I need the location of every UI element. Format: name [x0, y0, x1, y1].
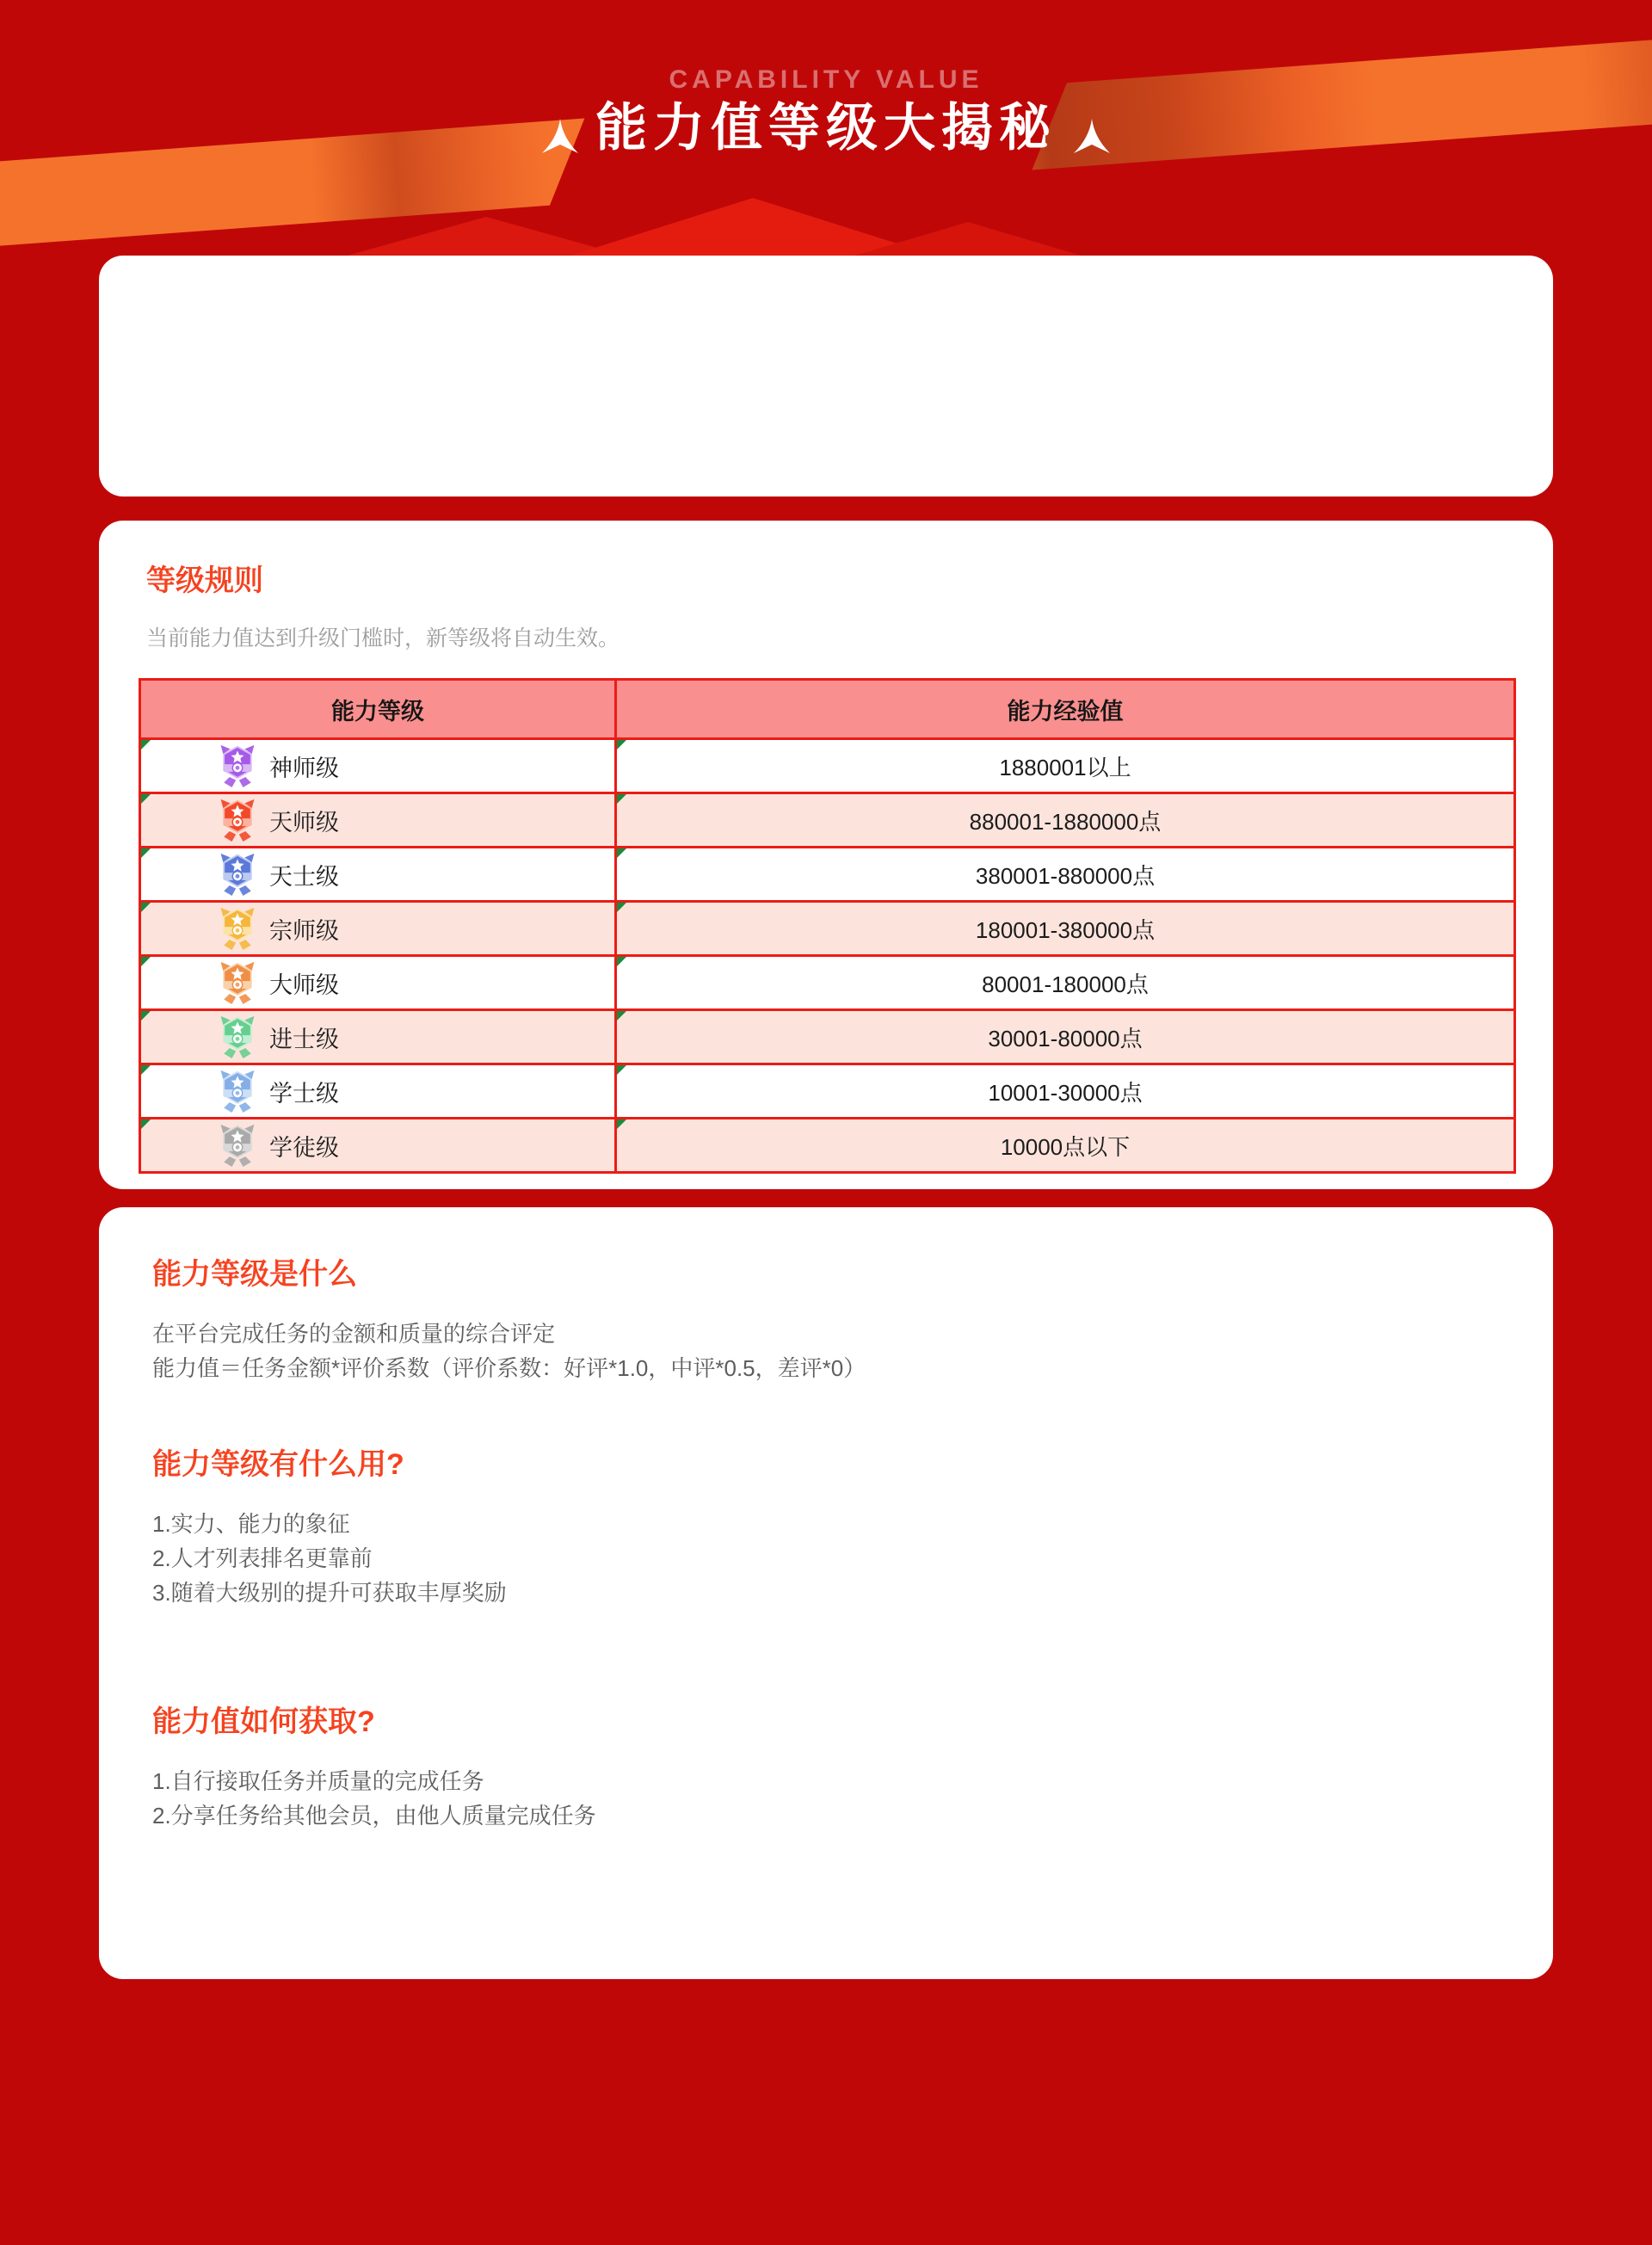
table-header-row: [140, 680, 1515, 739]
paper-plane-icon: [542, 119, 578, 153]
level-name: 神师级: [269, 755, 339, 781]
header: [0, 0, 1652, 157]
section-line: 2.人才列表排名更靠前: [152, 1545, 373, 1571]
level-name: 宗师级: [269, 917, 339, 944]
level-name: 进士级: [269, 1026, 339, 1052]
table-row: [140, 1064, 1515, 1119]
level-range: 180001-380000点: [616, 902, 1515, 956]
section-line: 2.分享任务给其他会员，由他人质量完成任务: [152, 1803, 596, 1829]
section-heading: 能力值如何获取?: [152, 1705, 375, 1738]
level-cell: [142, 1124, 613, 1167]
level-cell: [142, 1070, 613, 1113]
rules-card: [99, 521, 1553, 1189]
table-row: [140, 956, 1515, 1010]
level-badge-icon: [218, 961, 257, 1004]
table-row: [140, 848, 1515, 902]
level-range: 880001-1880000点: [616, 793, 1515, 848]
level-range: 30001-80000点: [616, 1010, 1515, 1064]
section-line: 在平台完成任务的金额和质量的综合评定: [152, 1321, 556, 1347]
level-cell: [142, 961, 613, 1004]
level-name: 学士级: [269, 1080, 339, 1107]
level-cell: [142, 799, 613, 842]
section-line: 能力值＝任务金额*评价系数（评价系数：好评*1.0，中评*0.5，差评*0）: [152, 1355, 866, 1381]
level-badge-icon: [218, 1124, 257, 1167]
banner-card: [99, 256, 1553, 496]
info-section: [152, 1698, 1500, 1833]
level-badge-icon: [218, 907, 257, 950]
table-row: [140, 739, 1515, 793]
table-row: [140, 793, 1515, 848]
level-name: 学徒级: [269, 1134, 339, 1161]
level-name: 天士级: [269, 863, 339, 890]
section-heading: 能力等级是什么: [152, 1258, 357, 1291]
column-header-exp: 能力经验值: [616, 680, 1515, 739]
paper-plane-icon: [1074, 119, 1110, 153]
level-cell: [142, 907, 613, 950]
section-heading: 能力等级有什么用?: [152, 1448, 404, 1481]
table-row: [140, 1010, 1515, 1064]
level-range: 1880001以上: [616, 739, 1515, 793]
level-range: 10001-30000点: [616, 1064, 1515, 1119]
rules-heading: 等级规则: [146, 564, 263, 597]
info-section: [152, 1250, 1500, 1385]
table-row: [140, 1119, 1515, 1173]
column-header-level: 能力等级: [140, 680, 616, 739]
section-lines: [152, 1317, 1500, 1385]
level-name: 天师级: [269, 809, 339, 836]
level-badge-icon: [218, 744, 257, 787]
section-line: 1.自行接取任务并质量的完成任务: [152, 1768, 484, 1794]
level-badge-icon: [218, 799, 257, 842]
rules-description: 当前能力值达到升级门槛时，新等级将自动生效。: [146, 626, 620, 651]
level-range: 380001-880000点: [616, 848, 1515, 902]
page-title: 能力值等级大揭秘: [595, 99, 1057, 157]
section-lines: [152, 1507, 1500, 1610]
section-line: 3.随着大级别的提升可获取丰厚奖励: [152, 1580, 507, 1606]
level-cell: [142, 1015, 613, 1058]
level-badge-icon: [218, 1015, 257, 1058]
level-cell: [142, 853, 613, 896]
level-badge-icon: [218, 853, 257, 896]
header-subtitle: CAPABILITY VALUE: [669, 65, 983, 94]
info-card: [99, 1207, 1553, 1979]
level-name: 大师级: [269, 971, 339, 998]
table-row: [140, 902, 1515, 956]
section-lines: [152, 1764, 1500, 1833]
section-line: 1.实力、能力的象征: [152, 1511, 350, 1537]
levels-table: [139, 678, 1516, 1174]
level-badge-icon: [218, 1070, 257, 1113]
level-range: 10000点以下: [616, 1119, 1515, 1173]
level-cell: [142, 744, 613, 787]
level-range: 80001-180000点: [616, 956, 1515, 1010]
title-row: [0, 100, 1652, 157]
info-section: [152, 1440, 1500, 1610]
info-sections: [152, 1250, 1500, 1833]
